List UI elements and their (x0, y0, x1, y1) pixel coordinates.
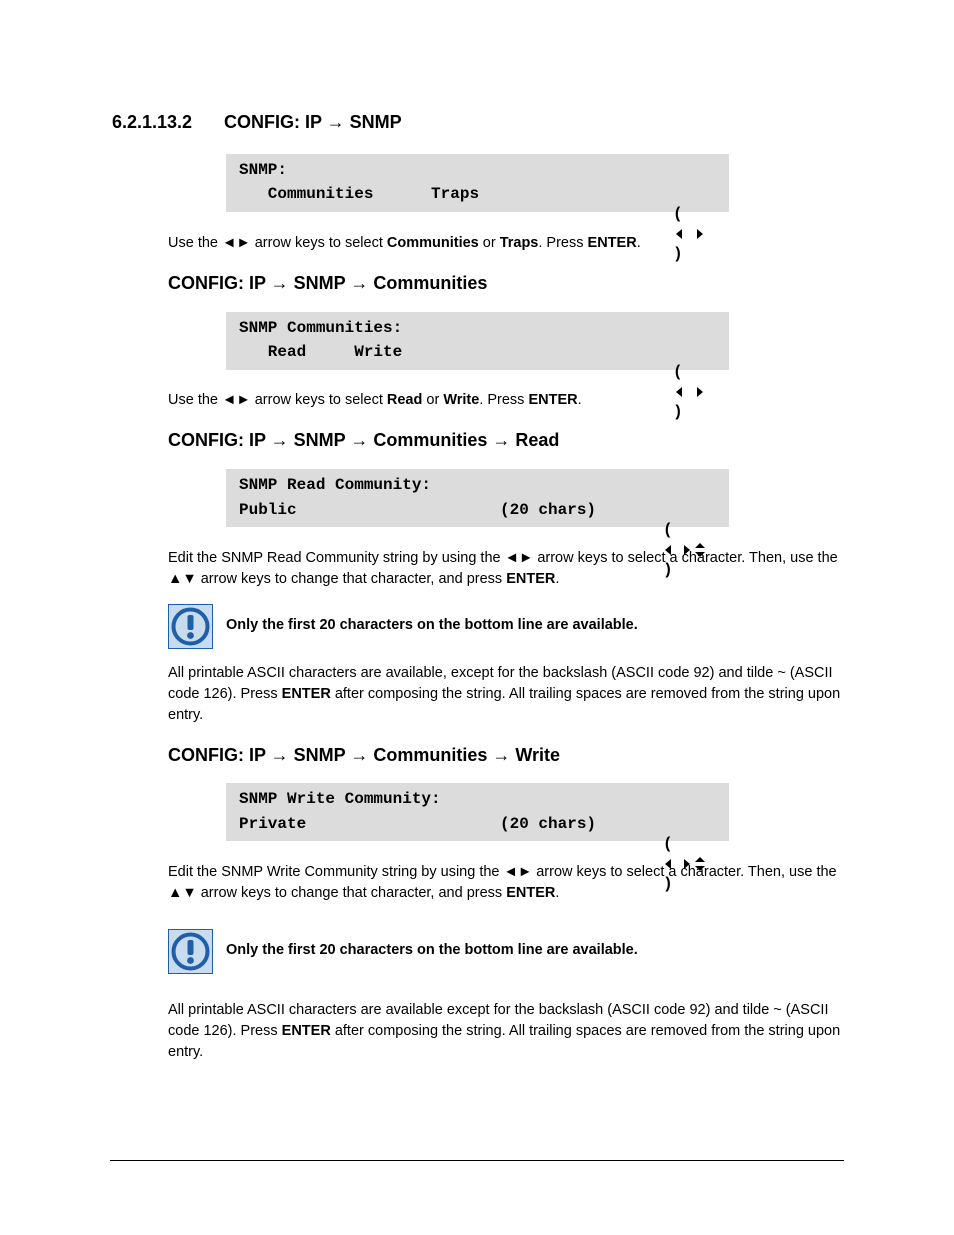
lcd-line-2: Communities Traps (239, 185, 480, 203)
communities-description: Use the ◄► arrow keys to select Read or Write. Press ENTER. (168, 392, 582, 408)
snmp-menu-description: Use the ◄► arrow keys to select Communities or Traps. Press ENTER. (168, 235, 641, 251)
footer-divider (110, 1160, 844, 1161)
lcd-keys-hint: ( ) (625, 814, 707, 834)
read-ascii-info: All printable ASCII characters are available, except for the backslash (ASCII code 92) and tilde ~ (ASCII code 126). Press ENTER after composing the string. All trailing spaces are removed from the string upon entry. (168, 665, 841, 723)
lcd-line-2: Public (239, 501, 297, 519)
write-ascii-info: All printable ASCII characters are available except for the backslash (ASCII code 92) and tilde ~ (ASCII code 126). Press ENTER after composing the string. All trailing spaces are removed from the string upon entry. (168, 1002, 841, 1060)
lcd-line-1: SNMP Write Community: (239, 790, 441, 808)
section-heading (112, 112, 402, 133)
info-exclamation-icon (168, 929, 213, 974)
section-number: 6.2.1.13.2 (112, 112, 193, 132)
section-title: CONFIG: IP → SNMP (224, 112, 402, 132)
lcd-keys-hint: ( ) (625, 500, 707, 520)
lcd-keys-hint: ( ) (635, 342, 707, 362)
lcd-chars-count: (20 chars) (500, 815, 597, 833)
lcd-line-2: Read Write (239, 343, 403, 361)
lcd-line-1: SNMP: (239, 161, 288, 179)
info-exclamation-icon (168, 604, 213, 649)
write-heading: CONFIG: IP → SNMP → Communities → Write (168, 745, 561, 765)
lcd-line-2: Private (239, 815, 307, 833)
write-description: Edit the SNMP Write Community string by using the ◄► arrow keys to select a character. Then, use the ▲▼ arrow keys to change that character, and press ENTER. (168, 864, 837, 901)
lcd-line-1: SNMP Read Community: (239, 476, 432, 494)
write-note: Only the first 20 characters on the bottom line are available. (226, 942, 638, 958)
read-description: Edit the SNMP Read Community string by using the ◄► arrow keys to select a character. Then, use the ▲▼ arrow keys to change that character, and press ENTER. (168, 550, 838, 587)
lcd-line-1: SNMP Communities: (239, 319, 403, 337)
lcd-keys-hint: ( ) (635, 184, 707, 204)
lcd-chars-count: (20 chars) (500, 501, 597, 519)
read-heading: CONFIG: IP → SNMP → Communities → Read (168, 430, 560, 450)
read-note: Only the first 20 characters on the bottom line are available. (226, 617, 638, 633)
communities-heading: CONFIG: IP → SNMP → Communities (168, 273, 488, 293)
